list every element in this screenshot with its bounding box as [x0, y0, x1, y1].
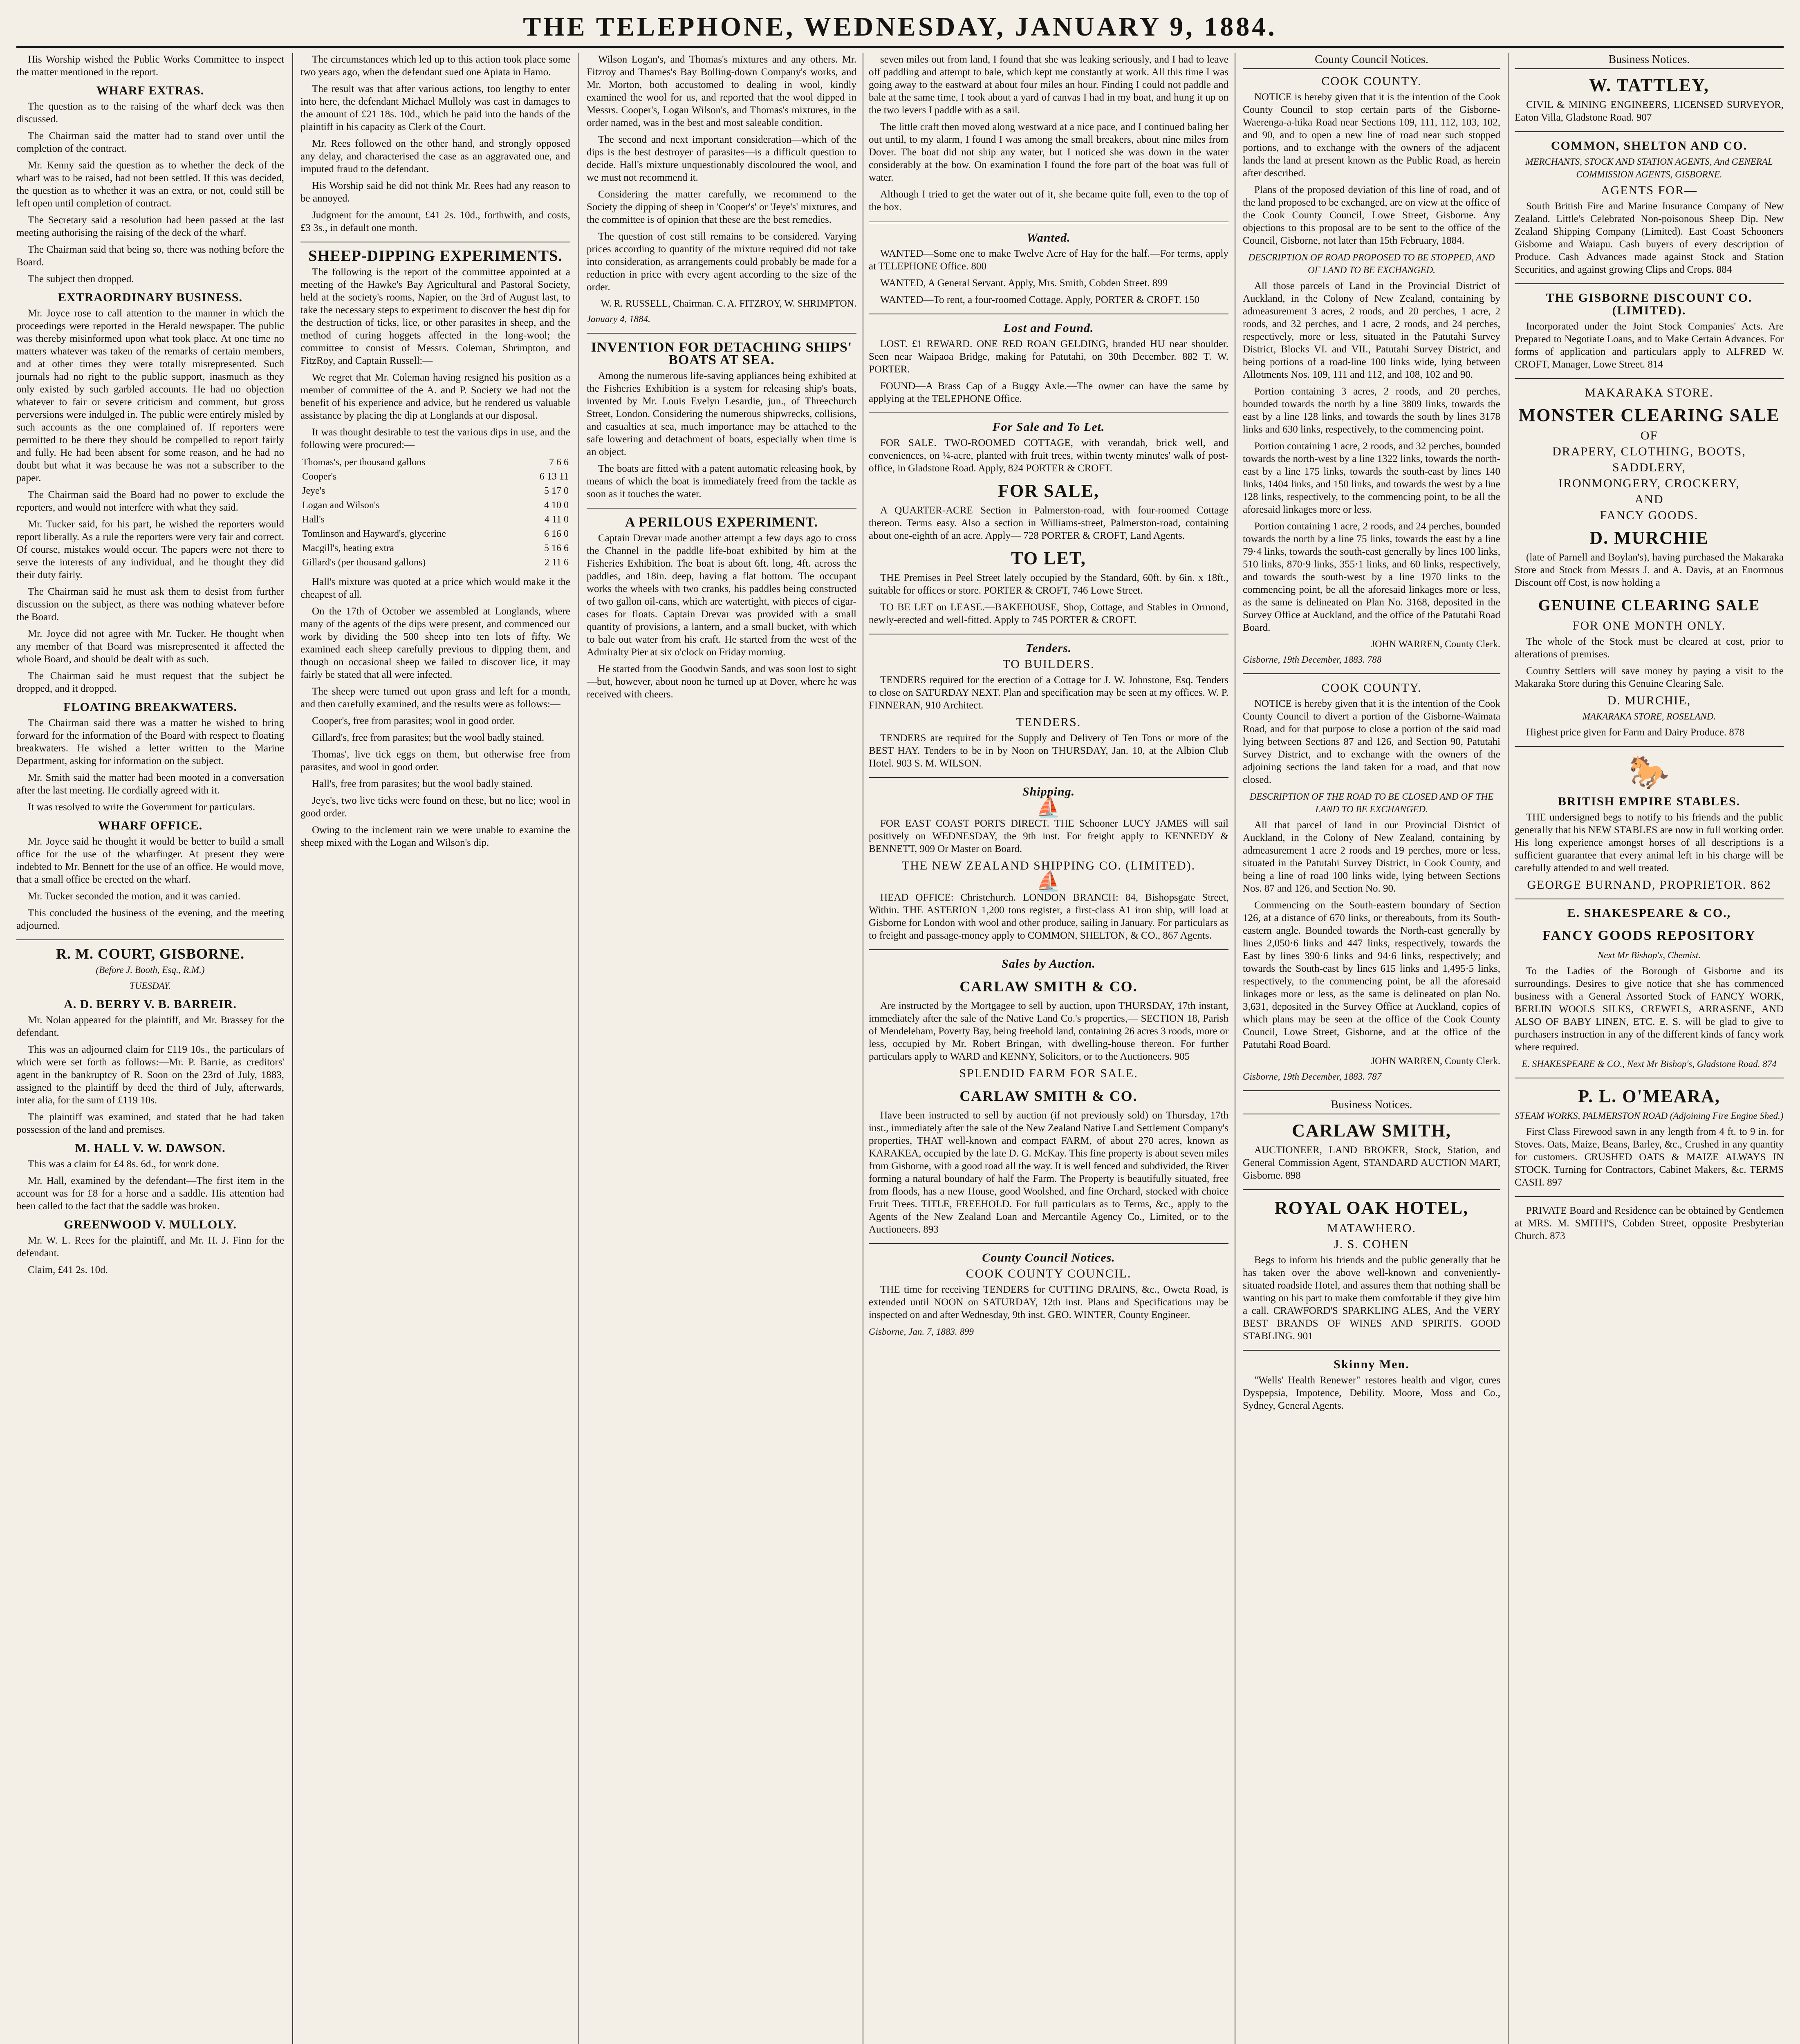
ad-subheading: MERCHANTS, STOCK AND STATION AGENTS, And GENERAL COMMISSION AGENTS, GISBORNE.	[1525, 157, 1773, 179]
column-5	[1243, 53, 1500, 2044]
paragraph: Mr. W. L. Rees for the plaintiff, and Mr. H. J. Finn for the defendant.	[16, 1235, 284, 1259]
ad-subheading: AND	[1634, 493, 1664, 506]
ad-headline: P. L. O'MEARA,	[1578, 1086, 1720, 1106]
ad-headline: BRITISH EMPIRE STABLES.	[1558, 795, 1741, 808]
paragraph: This was an adjourned claim for £119 10s., the particulars of which were set forth as follows:—Mr. P. Barrie, as creditors' agent in the bankruptcy of R. Soon on the 23rd of July, 1883, assigned to the plaintiff by deed the third of July, afterwards, inter alia, for the sum of £119 10s.	[16, 1044, 284, 1106]
divider	[869, 412, 1228, 413]
case-heading: A. D. BERRY V. B. BARREIR.	[64, 997, 237, 1011]
paragraph: Among the numerous life-saving appliances being exhibited at the Fisheries Exhibition is a system for releasing ship's boats, invented by Mr. Louis Evelyn Lesardie, jun., of Threechurch Street, London. Considering the numerous shipwrecks, collisions, and casualties at sea, much importance may be attached to the safe lowering and detachment of boats, especially when time is an object.	[587, 370, 856, 457]
section-heading: WHARF EXTRAS.	[96, 84, 204, 97]
ad-headline: GENUINE CLEARING SALE	[1538, 597, 1760, 614]
divider	[587, 333, 856, 334]
paragraph: His Worship wished the Public Works Committee to inspect the matter mentioned in the report.	[16, 54, 284, 78]
ad-subheading: Next Mr Bishop's, Chemist.	[1597, 950, 1701, 960]
column-rule	[578, 53, 579, 2044]
classified-ad: "Wells' Health Renewer" restores health and vigor, cures Dyspepsia, Impotence, Debility. Moore, Moss and Co., Sydney, General Agents.	[1243, 1375, 1500, 1411]
ad-headline: Skinny Men.	[1334, 1358, 1410, 1371]
ad-headline: W. TATTLEY,	[1589, 75, 1709, 95]
classified-heading: Shipping.	[1022, 785, 1075, 798]
classified-ad: FOUND—A Brass Cap of a Buggy Axle.—The owner can have the same by applying at the TELEPHONE Office.	[869, 381, 1228, 404]
column-2	[300, 53, 570, 2044]
ad-subheading: MATAWHERO.	[1327, 1221, 1416, 1235]
divider	[869, 222, 1228, 223]
paragraph: Considering the matter carefully, we recommend to the Society the dipping of sheep in 'Cooper's' or 'Jeye's' mixtures, and the committee is of opinion that these are the best remedies.	[587, 189, 856, 225]
table-cell: 4 11 0	[544, 514, 569, 525]
paragraph: Judgment for the amount, £41 2s. 10d., forthwith, and costs, £3 3s., in default one month.	[300, 210, 570, 233]
paragraph: Mr. Hall, examined by the defendant—The first item in the account was for £8 for a horse and a saddle. His attention had been called to the fact that the saddle was broken.	[16, 1175, 284, 1212]
column-title: Business Notices.	[1515, 53, 1784, 69]
ad-headline: COMMON, SHELTON AND CO.	[1551, 139, 1748, 152]
ad-subheading: MAKARAKA STORE, ROSELAND.	[1582, 711, 1716, 722]
paragraph: Portion containing 1 acre, 2 roods, and 32 perches, bounded towards the north-west by a line 1322 links, towards the north-east by a line 175 links, towards the south-east by lines 140 links, 1404 links, and 150 links, and towards the west by a line 128 links, respectively, to the commencing point, to be all the aforesaid linkages more or less.	[1243, 441, 1500, 515]
table-cell: Gillard's (per thousand gallons)	[302, 557, 426, 568]
ad-headline: CARLAW SMITH,	[1292, 1121, 1451, 1141]
paragraph: Although I tried to get the water out of it, she became quite full, even to the top of the box.	[869, 189, 1228, 213]
paragraph: The subject then dropped.	[28, 273, 134, 285]
table-cell: Jeye's	[302, 486, 325, 496]
divider	[1515, 378, 1784, 379]
paragraph: Mr. Nolan appeared for the plaintiff, and Mr. Brassey for the defendant.	[16, 1015, 284, 1038]
table-cell: 5 16 6	[544, 543, 569, 554]
classified-ad: (late of Parnell and Boylan's), having purchased the Makaraka Store and Stock from Messrs J. and A. Davis, at an Enormous Discount off Cost, is now holding a	[1515, 552, 1784, 588]
divider	[587, 508, 856, 509]
divider	[16, 939, 284, 940]
article-heading: SHEEP-DIPPING EXPERIMENTS.	[308, 247, 563, 264]
article-heading: A PERILOUS EXPERIMENT.	[625, 515, 818, 530]
paragraph: We regret that Mr. Coleman having resigned his position as a member of committee of the A. and P. Society we had not the benefit of his experience and advice, but he rendered us valuable assistance by placing the dip at Longlands at our disposal.	[300, 372, 570, 421]
divider	[1243, 673, 1500, 674]
classified-heading: Lost and Found.	[1003, 321, 1094, 335]
divider	[1243, 1090, 1500, 1091]
paragraph: The Secretary said a resolution had been passed at the last meeting authorising the raising of the deck of the wharf.	[16, 215, 284, 238]
ad-headline: FANCY GOODS REPOSITORY	[1542, 928, 1756, 943]
classified-ad: AUCTIONEER, LAND BROKER, Stock, Station, and General Commission Agent, STANDARD AUCTION MART, Gisborne. 898	[1243, 1145, 1500, 1181]
paragraph: The question as to the raising of the wharf deck was then discussed.	[16, 101, 284, 125]
paragraph: The following is the report of the committee appointed at a meeting of the Hawke's Bay Agricultural and Pastoral Society, held at the society's rooms, Napier, on the 3rd of August last, to take the necessary steps to experiment to discover the best dip for the destruction of ticks, lice, or other parasites in sheep, and the method of curing hoggets affected in the long-wool; the committee to consist of Messrs. Coleman, Shrimpton, and FitzRoy, and Captain Russell:—	[300, 267, 570, 366]
classified-heading: Wanted.	[1027, 231, 1071, 244]
paragraph: His Worship said he did not think Mr. Rees had any reason to be annoyed.	[300, 180, 570, 204]
table-cell: Cooper's	[302, 471, 337, 482]
classified-ad: The whole of the Stock must be cleared at cost, prior to alterations of premises.	[1515, 636, 1784, 660]
classified-heading: Tenders.	[1025, 641, 1072, 655]
ad-subheading: FANCY GOODS.	[1600, 509, 1699, 522]
table-cell: Thomas's, per thousand gallons	[302, 457, 426, 468]
masthead	[16, 7, 1784, 48]
paragraph: Portion containing 3 acres, 2 roods, and 20 perches, bounded towards the north by a line 3809 links, towards the east by a line 128 links, and towards the south by lines 3178 links and 630 links, respectively, to the commencing point.	[1243, 386, 1500, 435]
divider	[1515, 283, 1784, 284]
ad-headline: FOR SALE,	[998, 481, 1099, 501]
column-3	[587, 53, 856, 2044]
divider	[1243, 1189, 1500, 1190]
notice-heading: COOK COUNTY.	[1321, 681, 1422, 695]
ad-subheading: DRAPERY, CLOTHING, BOOTS,	[1552, 445, 1746, 458]
column-rule	[292, 53, 293, 2044]
classified-ad: WANTED, A General Servant. Apply, Mrs. Smith, Cobden Street. 899	[880, 278, 1168, 289]
paragraph: It was thought desirable to test the various dips in use, and the following were procured:—	[300, 427, 570, 450]
table-cell: Macgill's, heating extra	[302, 543, 394, 554]
paragraph: Mr. Tucker seconded the motion, and it was carried.	[28, 891, 241, 902]
ad-headline: D. MURCHIE	[1589, 528, 1709, 548]
ad-headline: COOK COUNTY COUNCIL.	[966, 1267, 1132, 1280]
paragraph: Captain Drevar made another attempt a few days ago to cross the Channel in the paddle life-boat exhibited by him at the Fisheries Exhibition. The boat is about 6ft. long, 4ft. across the paddles, and 18in. deep, having a flat bottom. The occupant works the wheels with two cranks, his paddles being constructed of two gallon oil-cans, which are watertight, with pieces of cigar-cases for floats. Captain Drevar was provided with a small quantity of provisions, a lantern, and a small bucket, with which to bale out water from his craft. He started from the west of the Admiralty Pier at six o'clock on Friday morning.	[587, 533, 856, 658]
ad-subheading: E. SHAKESPEARE & CO., Next Mr Bishop's, Gladstone Road. 874	[1522, 1059, 1777, 1069]
paragraph: Wilson Logan's, and Thomas's mixtures and any others. Mr. Fitzroy and Thames's Bay Bolling-down Company's works, and Mr. Morton, both accustomed to dealing in wool, kindly examined the wool for us, and reported that the wool dipped in Messrs. Cooper's, Logan Wilson's, and Thomas's mixtures, in the order named, was in the best and most saleable condition.	[587, 54, 856, 128]
ad-headline: SPLENDID FARM FOR SALE.	[959, 1067, 1138, 1080]
table-cell: 6 13 11	[539, 471, 569, 482]
horse-icon: 🐎	[1629, 755, 1670, 791]
paragraph: The Chairman said that being so, there was nothing before the Board.	[16, 244, 284, 268]
paragraph: On the 17th of October we assembled at Longlands, where many of the agents of the dips were present, and commenced our work by dividing the 500 sheep into ten lots of fifty. We examined each sheep carefully previous to dipping them, and though on occasional sheep we failed to discover lice, it may fairly be stated that all were infected.	[300, 606, 570, 680]
table-cell: 4 10 0	[544, 500, 569, 511]
paragraph: Mr. Kenny said the question as to whether the deck of the wharf was to be raised, had not been settled. If this was decided, the question as to whether it was an extra, or not, could still be left open until completion of contract.	[16, 160, 284, 209]
signature-block: JOHN WARREN, County Clerk.	[1371, 639, 1500, 650]
ad-headline: TO BUILDERS.	[1002, 657, 1095, 671]
table-row	[300, 513, 570, 527]
table-row	[300, 527, 570, 541]
classified-ad: Have been instructed to sell by auction (if not previously sold) on Thursday, 17th inst., immediately after the sale of the New Zealand Native Land Settlement Company's properties, THAT well-known and compact FARM, of about 270 acres, known as KARAKEA, occupied by the late D. G. McKay. This fine property is about seven miles from Gisborne, with a good road all the way. It is well fenced and subdivided, the River forming a natural boundary of half the Farm. The Property is beautifully situated, free from floods, has a new House, good Woolshed, and fine Orchard, stocked with choice Fruit Trees. TITLE, FREEHOLD. For full particulars as to Terms, &c., apply to the Agents of the New Zealand Loan and Mercantile Agency Co., Limited, or to the Auctioneers. 893	[869, 1110, 1228, 1235]
paragraph: The little craft then moved along westward at a nice pace, and I continued baling her out until, to my alarm, I found I was among the small breakers, about nine miles from Dover. The boat did not ship any water, but I noticed she was down in the water considerably at the bow. On examination I found the fore part of the boat was full of water.	[869, 121, 1228, 183]
paragraph: He started from the Goodwin Sands, and was soon lost to sight—but, however, about noon he turned up at Dover, where he was received with cheers.	[587, 663, 856, 700]
divider	[869, 949, 1228, 950]
classified-ad: THE time for receiving TENDERS for CUTTING DRAINS, &c., Oweta Road, is extended until NOON on SATURDAY, 12th inst. Plans and Specifications may be inspected on and after Wednesday, 9th inst. GEO. WINTER, County Engineer.	[869, 1284, 1228, 1320]
classified-ad: FOR EAST COAST PORTS DIRECT. THE Schooner LUCY JAMES will sail positively on WEDNESDAY, the 9th inst. For freight apply to KENNEDY & BENNETT, 909 Or Master on Board.	[869, 818, 1228, 854]
ad-subheading: GEORGE BURNAND, PROPRIETOR. 862	[1527, 878, 1771, 892]
paragraph: The Chairman said he must request that the subject be dropped, and it dropped.	[16, 670, 284, 694]
paragraph: The second and next important consideration—which of the dips is the best destroyer of parasites—is a difficult question to decide. Hall's mixture unquestionably discoloured the wool, and we must not recommend it.	[587, 134, 856, 183]
paragraph: Mr. Rees followed on the other hand, and strongly opposed any delay, and characterised the case as an aggravated one, and imputed fraud to the defendant.	[300, 138, 570, 175]
table-cell: 2 11 6	[544, 557, 569, 568]
table-cell: Tomlinson and Hayward's, glycerine	[302, 529, 446, 539]
signature-block: JOHN WARREN, County Clerk.	[1371, 1056, 1500, 1067]
paragraph: Claim, £41 2s. 10d.	[28, 1264, 108, 1275]
ad-subheading: IRONMONGERY, CROCKERY,	[1558, 477, 1740, 490]
paragraph: All that parcel of land in our Provincial District of Auckland, in the Colony of New Zealand, containing by admeasurement 1 acre 2 roods and 19 perches, more or less, situated in the Patutahi Survey District, in Cook County, and being a line of road 100 links wide, lying between Sections Nos. 87 and 126, and Section No. 90.	[1243, 820, 1500, 894]
table-row	[300, 556, 570, 570]
classified-ad: CIVIL & MINING ENGINEERS, LICENSED SURVEYOR, Eaton Villa, Gladstone Road. 907	[1515, 99, 1784, 123]
paragraph: This was a claim for £4 8s. 6d., for work done.	[28, 1159, 219, 1170]
table-cell: 5 17 0	[544, 486, 569, 496]
column-title: Business Notices.	[1243, 1098, 1500, 1114]
column-6	[1515, 53, 1784, 2044]
classified-ad: Begs to inform his friends and the public generally that he has taken over the above well-known and conveniently-situated roadside Hotel, and assures them that nothing shall be wanting on his part to make them comfortable if they give him a call. CRAWFORD'S SPARKLING ALES, And the VERY BEST BRANDS OF WINES AND SPIRITS. GOOD STABLING. 901	[1243, 1255, 1500, 1342]
classified-ad: THE Premises in Peel Street lately occupied by the Standard, 60ft. by 6in. x 18ft., suitable for offices or store. PORTER & CROFT, 746 Lowe Street.	[869, 572, 1228, 596]
ad-headline: CARLAW SMITH & CO.	[959, 978, 1138, 995]
signature-block: W. R. RUSSELL, Chairman. C. A. FITZROY, W. SHRIMPTON.	[601, 298, 856, 309]
classified-ad: PRIVATE Board and Residence can be obtained by Gentlemen at MRS. M. SMITH'S, Cobden Street, opposite Presbyterian Church. 873	[1515, 1205, 1784, 1242]
paragraph: Portion containing 1 acre, 2 roods, and 24 perches, bounded towards the north by a line 75 links, towards the east by a line 79·4 links, towards the south-east generally by lines 100 links, 510 links, 870·9 links, 355·1 links, and 60 links, respectively, and towards the south-west by a line 1970 links to the commencing point, be all the aforesaid linkages more or less, as the same is delineated on Plan No. 3168, deposited in the Survey Office at Auckland, and the office of the Patutahi Road Board.	[1243, 521, 1500, 633]
paragraph: The circumstances which led up to this action took place some two years ago, when the defendant sued one Apiata in Hamo.	[300, 54, 570, 78]
table-cell: 6 16 0	[544, 529, 569, 539]
paragraph: The Chairman said there was a matter he wished to bring forward for the information of the Board with respect to floating breakwaters. He wished a letter written to the Marine Department, asking for information on the subject.	[16, 717, 284, 766]
column-rule	[1508, 53, 1509, 2044]
paragraph: It was resolved to write the Government for particulars.	[28, 802, 256, 813]
paragraph: The result was that after various actions, too lengthy to enter into here, the defendant Michael Mulloly was cast in damages to the amount of £21 18s. 10d., which he paid into the hands of the plaintiff in his capacity as Clerk of the Court.	[300, 83, 570, 132]
ad-headline: TENDERS.	[1016, 715, 1081, 729]
paragraph: Mr. Tucker said, for his part, he wished the reporters would report liberally. As a rule the reporters were very fair and correct. Of course, mistakes would occur. The papers were not there to serve the interests of any individual, and he thought they did their duty fairly.	[16, 519, 284, 580]
paragraph: The Chairman said the matter had to stand over until the completion of the contract.	[16, 130, 284, 154]
paragraph: Commencing on the South-eastern boundary of Section 126, at a distance of 670 links, or thereabouts, from its South-eastern angle. Bounded towards the North-east generally by lines 2,050·6 links and 447 links, respectively, towards the East by lines 390·6 links and 94·6 links, respectively; and towards the South-east by lines 615 links and 1,495·5 links, respectively, to the commencing point, be all the aforesaid linkages more or less, as the same is delineated on plan No. 3,631, deposited in the Survey Office at Auckland, copies of which plans may be seen at the office of the Cook County Council, Lowe Street, Gisborne, and at the office of the Patutahi Road Board.	[1243, 900, 1500, 1050]
ad-subheading: AGENTS FOR—	[1600, 184, 1698, 197]
ad-subheading: J. S. COHEN	[1334, 1237, 1409, 1251]
ad-headline: MONSTER CLEARING SALE	[1518, 405, 1780, 425]
ad-headline: ROYAL OAK HOTEL,	[1274, 1198, 1469, 1218]
court-day: TUESDAY.	[130, 981, 171, 991]
classified-ad: TENDERS are required for the Supply and Delivery of Ten Tons or more of the BEST HAY. Tenders to be in by Noon on THURSDAY, Jan. 10, at the Albion Club Hotel. 903 S. M. WILSON.	[869, 733, 1228, 769]
paragraph: This concluded the business of the evening, and the meeting adjourned.	[16, 908, 284, 931]
notice-subheading: DESCRIPTION OF THE ROAD TO BE CLOSED AND OF THE LAND TO BE EXCHANGED.	[1249, 791, 1494, 814]
paragraph: The sheep were turned out upon grass and left for a month, and then carefully examined, and the results were as follows:—	[300, 686, 570, 710]
paragraph: seven miles out from land, I found that she was leaking seriously, and I had to leave off paddling and attempt to bale, which kept me constantly at work. All this time I was going away to the eastward at about four miles an hour. Finding I could not paddle and bale at the same time, I took about a yard of canvas I had in my boat, and hung it up on the two levers I paddle with as a sail.	[869, 54, 1228, 116]
column-title: County Council Notices.	[1243, 53, 1500, 69]
ad-subheading: MAKARAKA STORE.	[1585, 386, 1714, 399]
ad-subheading: D. MURCHIE,	[1607, 694, 1691, 707]
table-row	[300, 455, 570, 470]
paragraph: Cooper's, free from parasites; wool in good order.	[312, 715, 515, 726]
paragraph: Gillard's, free from parasites; but the wool badly stained.	[312, 732, 545, 743]
classified-ad: WANTED—To rent, a four-roomed Cottage. Apply, PORTER & CROFT. 150	[880, 294, 1199, 305]
ad-subheading: STEAM WORKS, PALMERSTON ROAD (Adjoining Fire Engine Shed.)	[1515, 1111, 1784, 1121]
date-line: Gisborne, 19th December, 1883. 788	[1243, 654, 1382, 665]
case-heading: M. HALL V. W. DAWSON.	[75, 1141, 226, 1155]
paragraph: Hall's, free from parasites; but the wool badly stained.	[312, 778, 533, 789]
classified-ad: Country Settlers will save money by paying a visit to the Makaraka Store during this Genuine Clearing Sale.	[1515, 666, 1784, 689]
classified-ad: THE undersigned begs to notify to his friends and the public generally that his NEW STABLES are now in full working order. His long experience amongst horses of all descriptions is a sufficient guarantee that every animal left in his charge will be carefully attended to and well treated.	[1515, 812, 1784, 874]
classified-ad: FOR SALE. TWO-ROOMED COTTAGE, with verandah, brick well, and conveniences, on ¼-acre, planted with fruit trees, within twenty minutes' walk of post-office, in Gladstone Road. Apply, 824 PORTER & CROFT.	[869, 437, 1228, 474]
paragraph: Mr. Smith said the matter had been mooted in a conversation after the last meeting. He cordially agreed with it.	[16, 772, 284, 796]
section-heading: FLOATING BREAKWATERS.	[63, 700, 237, 714]
table-cell: 7 6 6	[549, 457, 569, 468]
paragraph: The question of cost still remains to be considered. Varying prices according to quantity of the mixture required did not take into consideration, as arrangements could probably be made for a reduction in price with every agent according to the size of the order.	[587, 231, 856, 293]
paragraph: Mr. Joyce said he thought it would be better to build a small office for the use of the wharfinger. At present they were indebted to Mr. Bennett for the use of an office. He would move, that a small office be erected on the wharf.	[16, 836, 284, 885]
classified-ad: WANTED—Some one to make Twelve Acre of Hay for the half.—For terms, apply at TELEPHONE Office. 800	[869, 248, 1228, 272]
date-line: Gisborne, Jan. 7, 1883. 899	[869, 1327, 974, 1337]
classified-ad: Are instructed by the Mortgagee to sell by auction, upon THURSDAY, 17th instant, immediately after the sale of the Native Land Co.'s properties,— SECTION 18, Parish of Mendeleham, Poverty Bay, being freehold land, containing 26 acres 3 roods, more or less, occupied by Mr. Robert Bringan, with dwelling-house thereon. For further particulars apply to WARD and KENNY, Solicitors, or to the Auctioneers. 905	[869, 1000, 1228, 1062]
paragraph: The Chairman said the Board had no power to exclude the reporters, and would not interfere with what they said.	[16, 489, 284, 513]
classified-heading: For Sale and To Let.	[992, 420, 1105, 434]
paragraph: NOTICE is hereby given that it is the intention of the Cook County Council to stop certain parts of the Gisborne-Waerenga-a-hika Road near Sections 109, 111, 112, 103, 102, and 90, and to open a new line of road near such stopped portions, and to exchange with the owners of the adjacent lands the land at present known as the Public Road, as herein after described.	[1243, 92, 1500, 179]
column-1	[16, 53, 284, 2044]
case-heading: GREENWOOD V. MULLOLY.	[64, 1218, 237, 1231]
ad-subheading: FOR ONE MONTH ONLY.	[1572, 619, 1726, 632]
classified-heading: Sales by Auction.	[1001, 957, 1096, 970]
ad-subheading: OF	[1640, 429, 1658, 442]
paragraph: Hall's mixture was quoted at a price which would make it the cheapest of all.	[300, 576, 570, 600]
classified-ad: South British Fire and Marine Insurance Company of New Zealand. Little's Celebrated Non-poisonous Sheep Dip. New Zealand Shipping Company (Limited). East Coast Schooners Gisborne and Waiapu. Cash buyers of every description of Produce. Cash Advances made against Stock and Station Securities, and against growing Clips and Crops. 884	[1515, 201, 1784, 275]
table-row	[300, 484, 570, 498]
date-line: January 4, 1884.	[587, 314, 650, 324]
article-heading: INVENTION FOR DETACHING SHIPS' BOATS AT SEA.	[591, 340, 852, 368]
masthead-title: THE TELEPHONE, WEDNESDAY, JANUARY 9, 1884.	[523, 12, 1277, 42]
paragraph: Plans of the proposed deviation of this line of road, and of the land proposed to be exchanged, are on view at the office of the Cook County Council, Lowe Street, Gisborne. Any objections to this proposal are to be sent to the office of the Council, Gisborne, not later than 15th February, 1884.	[1243, 184, 1500, 246]
classified-ad: First Class Firewood sawn in any length from 4 ft. to 9 in. for Stoves. Oats, Maize, Beans, Barley, &c., Crushed in any quantity for customers. CRUSHED OATS & MAIZE ALWAYS IN STOCK. Turning for Contractors, Cabinet Makers, &c. TERMS CASH. 897	[1515, 1126, 1784, 1188]
divider	[1515, 1196, 1784, 1197]
column-4	[869, 53, 1228, 2044]
paragraph: Thomas', live tick eggs on them, but otherwise free from parasites, and wool in good order.	[300, 749, 570, 773]
notice-subheading: DESCRIPTION OF ROAD PROPOSED TO BE STOPPED, AND OF LAND TO BE EXCHANGED.	[1248, 252, 1495, 275]
table-row	[300, 470, 570, 484]
classified-ad: LOST. £1 REWARD. ONE RED ROAN GELDING, branded HU near shoulder. Seen near Waipaoa Bridge, making for Patutahi, on 30th December. 882 T. W. PORTER.	[869, 338, 1228, 375]
paragraph: Jeye's, two live ticks were found on these, but no lice; wool in good order.	[300, 795, 570, 819]
dip-price-table	[300, 455, 570, 570]
section-heading: WHARF OFFICE.	[98, 819, 203, 832]
classified-ad: Incorporated under the Joint Stock Companies' Acts. Are Prepared to Negotiate Loans, and to Make Certain Advances. For forms of application and particulars apply to ALFRED W. CROFT, Manager, Lowe Street. 814	[1515, 321, 1784, 370]
classified-ad: To the Ladies of the Borough of Gisborne and its surroundings. Desires to give notice that she has commenced business with a General Assorted Stock of FANCY WORK, BERLIN WOOLS SILKS, CREWELS, ARRASENE, AND ALSO OF BABY LINEN, ETC. E. S. will be glad to give to purchasers instruction in any of the different kinds of fancy work where required.	[1515, 966, 1784, 1053]
classified-ad: HEAD OFFICE: Christchurch. LONDON BRANCH: 84, Bishopsgate Street, Within. THE ASTERION 1,200 tons register, a first-class A1 iron ship, will load at Gisborne for London with wool and other produce, sailing in January. For particulars as to freight and passage-money apply to COMMON, SHELTON, & CO., 867 Agents.	[869, 892, 1228, 941]
court-heading: R. M. COURT, GISBORNE.	[56, 946, 245, 962]
divider	[1515, 746, 1784, 747]
classified-ad: TO BE LET on LEASE.—BAKEHOUSE, Shop, Cottage, and Stables in Ormond, newly-erected and well-fitted. Apply to 745 PORTER & CROFT.	[869, 602, 1228, 625]
divider	[1243, 1350, 1500, 1351]
ad-headline: E. SHAKESPEARE & CO.,	[1567, 906, 1731, 920]
ad-headline: TO LET,	[1011, 548, 1086, 568]
notice-heading: COOK COUNTY.	[1321, 74, 1422, 88]
ad-headline: THE NEW ZEALAND SHIPPING CO. (LIMITED).	[901, 859, 1196, 872]
classified-ad: Highest price given for Farm and Dairy Produce. 878	[1526, 727, 1744, 738]
table-cell: Logan and Wilson's	[302, 500, 380, 511]
classified-ad: TENDERS required for the erection of a Cottage for J. W. Johnstone, Esq. Tenders to close on SATURDAY NEXT. Plan and specification may be seen at my offices. W. P. FINNERAN, 910 Architect.	[869, 675, 1228, 711]
classified-ad: A QUARTER-ACRE Section in Palmerston-road, with four-roomed Cottage thereon. Terms easy. Also a section in Williams-street, Palmerston-road, containing about one-eighth of an acre. Apply— 728 PORTER & CROFT, Land Agents.	[869, 505, 1228, 541]
section-heading: EXTRAORDINARY BUSINESS.	[58, 291, 242, 304]
table-cell: Hall's	[302, 514, 325, 525]
divider	[869, 1243, 1228, 1244]
paragraph: Mr. Joyce did not agree with Mr. Tucker. He thought when any member of that Board was misrepresented it affected the whole Board, and should be dealt with as such.	[16, 628, 284, 665]
classified-heading: County Council Notices.	[982, 1251, 1115, 1264]
divider	[869, 777, 1228, 778]
ad-subheading: SADDLERY,	[1612, 461, 1686, 474]
date-line: Gisborne, 19th December, 1883. 787	[1243, 1071, 1382, 1082]
court-subheading: (Before J. Booth, Esq., R.M.)	[96, 965, 205, 975]
paragraph: Mr. Joyce rose to call attention to the manner in which the proceedings were reported in the Herald newspaper. The public was thereby misinformed upon what took place. At one time no matters whatever was taken of the remarks of certain members, and at other times they were totally misrepresented. Such journals had no right to the public support, inasmuch as they only existed by such garbled accounts. He had no objection whatever to fair or severe criticism and comment, but gross perversions were indulged in. The public were entirely misled by such accounts as the one complained of. If reporters were permitted to be there they should be compelled to report fairly and fully. He had been absent for some reason, and he had no doubt but what it was because he was not a subscriber to the paper.	[16, 308, 284, 484]
divider	[1515, 131, 1784, 132]
ad-headline: THE GISBORNE DISCOUNT CO. (LIMITED).	[1546, 291, 1753, 317]
ad-headline: CARLAW SMITH & CO.	[959, 1088, 1138, 1104]
paragraph: Owing to the inclement rain we were unable to examine the sheep mixed with the Logan and Wilson's dip.	[300, 825, 570, 848]
table-row	[300, 541, 570, 556]
ship-icon: ⛵	[1036, 797, 1061, 818]
paragraph: All those parcels of Land in the Provincial District of Auckland, in the Colony of New Zealand, containing by admeasurement 3 acres, 2 roods, and 20 perches, 1 acre, 2 roods, and 32 perches, and 1 acre, 2 roods, and 24 perches, respectively, more or less, situated in the Patutahi Survey District, Blocks VI. and VII., Patutahi Survey District, and being portions of a road-line 100 links wide, lying between Allotments Nos. 109, 111 and 112, and 108, 102 and 90.	[1243, 280, 1500, 380]
paragraph: The plaintiff was examined, and stated that he had taken possession of the land and premises.	[16, 1112, 284, 1135]
paragraph: The boats are fitted with a patent automatic releasing hook, by means of which the boat is immediately freed from the tackle as soon as it touches the water.	[587, 463, 856, 500]
ship-icon: ⛵	[1036, 871, 1061, 892]
paragraph: NOTICE is hereby given that it is the intention of the Cook County Council to divert a portion of the Gisborne-Waimata Road, and for that purpose to close a portion of the said road lying between Sections 87 and 126, and Section 90, Patutahi Survey District, and to exchange with the owners of the adjoining sections the land taken for a road, and that now closed.	[1243, 698, 1500, 785]
paragraph: The Chairman said he must ask them to desist from further discussion on the subject, as there was nothing whatever before the Board.	[16, 586, 284, 623]
table-row	[300, 498, 570, 513]
